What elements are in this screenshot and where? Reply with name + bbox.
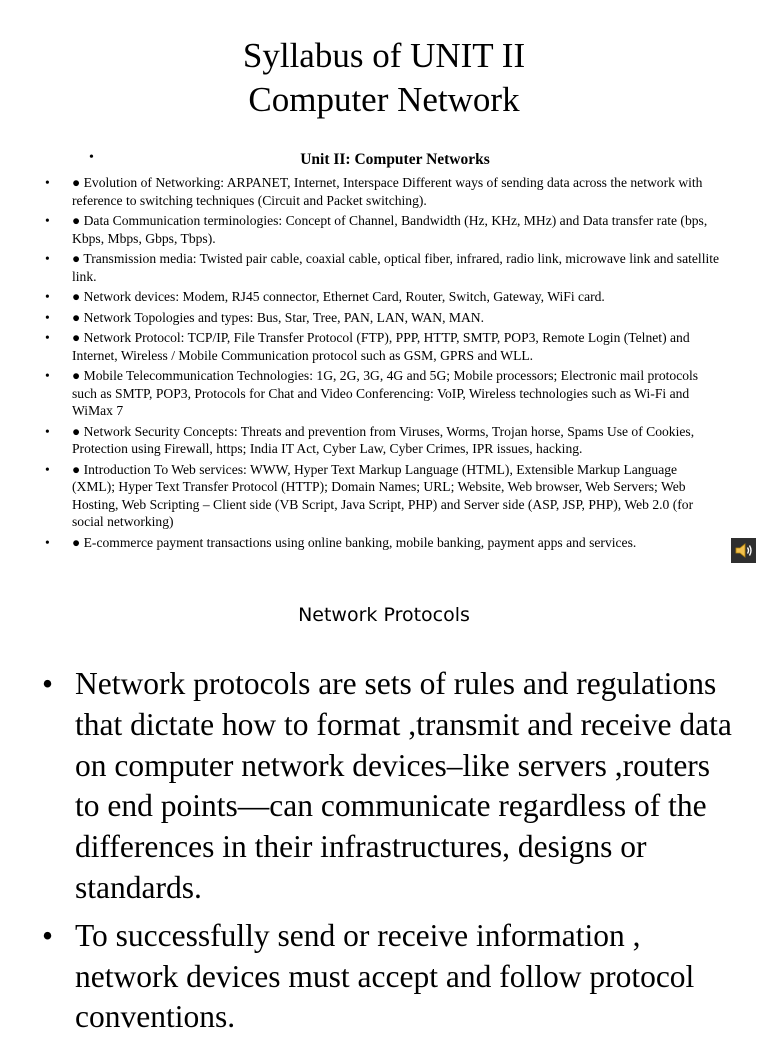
bullet-glyph: • xyxy=(45,175,50,190)
protocol-bullet-list xyxy=(0,664,768,1045)
topic-text: ● Data Communication terminologies: Concept of Channel, Bandwidth (Hz, KHz, MHz) and Data transfer rate (bps, Kbps, Mbps, Gbps, Tbps). xyxy=(72,213,708,246)
bullet-glyph: • xyxy=(45,309,50,325)
list-item xyxy=(0,309,768,327)
bullet-glyph: • xyxy=(89,150,94,165)
list-item xyxy=(0,329,768,364)
bullet-glyph: • xyxy=(45,461,50,477)
speaker-icon-graphic xyxy=(731,538,756,563)
topic-text: ● Network Topologies and types: Bus, Star, Tree, PAN, LAN, WAN, MAN. xyxy=(72,309,485,325)
bullet-glyph: • xyxy=(45,213,50,228)
list-item xyxy=(0,461,768,531)
protocol-text: Network protocols are sets of rules and regulations that dictate how to format ,transmit and receive data on computer network devices–like servers ,routers to end points—can communicate regardless of the differences in their infrastructures, designs or standards. xyxy=(75,666,732,905)
list-item xyxy=(0,916,768,1038)
slide-title-line-1: Syllabus of UNIT II xyxy=(242,36,526,75)
syllabus-topic-list xyxy=(0,174,768,554)
bullet-glyph: • xyxy=(45,534,50,550)
list-item xyxy=(0,664,768,909)
list-item xyxy=(0,367,768,420)
list-item xyxy=(0,288,768,306)
list-item xyxy=(0,534,768,552)
topic-text: ● Evolution of Networking: ARPANET, Internet, Interspace Different ways of sending data across the network with reference to switching techniques (Circuit and Packet switching). xyxy=(72,175,703,208)
topic-text: ● Mobile Telecommunication Technologies: 1G, 2G, 3G, 4G and 5G; Mobile processors; Electronic mail protocols such as SMTP, POP3, Protocols for Chat and Video Conferencing: VoIP, Wireless technologies such as Wi-Fi and WiMax 7 xyxy=(72,368,699,418)
topic-text: ● Introduction To Web services: WWW, Hyper Text Markup Language (HTML), Extensible Markup Language (XML); Hyper Text Transfer Protocol (HTTP); Domain Names; URL; Website, Web browser, Web Servers; Web Hosting, Web Scripting – Client side (VB Script, Java Script, PHP) and Server side (ASP, JSP, PHP), Web 2.0 (for social networking) xyxy=(72,461,694,529)
bullet-glyph: • xyxy=(42,917,54,953)
bullet-glyph: • xyxy=(45,289,50,304)
protocol-text: To successfully send or receive information , network devices must accept and follow protocol conventions. xyxy=(75,917,695,1035)
topic-text: ● Network devices: Modem, RJ45 connector, Ethernet Card, Router, Switch, Gateway, WiFi card. xyxy=(72,289,605,304)
list-item xyxy=(0,250,768,285)
bullet-glyph: • xyxy=(45,251,50,266)
bullet-glyph: • xyxy=(45,423,50,439)
section-title: Network Protocols xyxy=(298,604,470,626)
bullet-glyph: • xyxy=(45,368,50,383)
slide-title xyxy=(0,34,768,122)
topic-text: ● Network Protocol: TCP/IP, File Transfer Protocol (FTP), PPP, HTTP, SMTP, POP3, Remote Login (Telnet) and Internet, Wireless / Mobile Communication protocol such as GSM, GPRS and WLL. xyxy=(72,330,690,363)
topic-text: ● Transmission media: Twisted pair cable, coaxial cable, optical fiber, infrared, radio link, microwave link and satellite link. xyxy=(72,251,720,284)
speaker-icon[interactable] xyxy=(731,538,756,563)
list-item xyxy=(0,174,768,209)
list-item xyxy=(0,423,768,458)
bullet-glyph: • xyxy=(42,666,54,701)
slide-title-line-2: Computer Network xyxy=(248,80,520,119)
unit-heading: Unit II: Computer Networks xyxy=(300,151,490,168)
bullet-glyph: • xyxy=(45,330,50,345)
topic-text: ● E-commerce payment transactions using online banking, mobile banking, payment apps and services. xyxy=(72,534,637,550)
unit-heading-row xyxy=(0,150,768,170)
topic-text: ● Network Security Concepts: Threats and prevention from Viruses, Worms, Trojan horse, Spams Use of Cookies, Protection using Firewall, https; India IT Act, Cyber Law, Cyber Crimes, IPR issues, hacking. xyxy=(72,423,695,456)
list-item xyxy=(0,212,768,247)
